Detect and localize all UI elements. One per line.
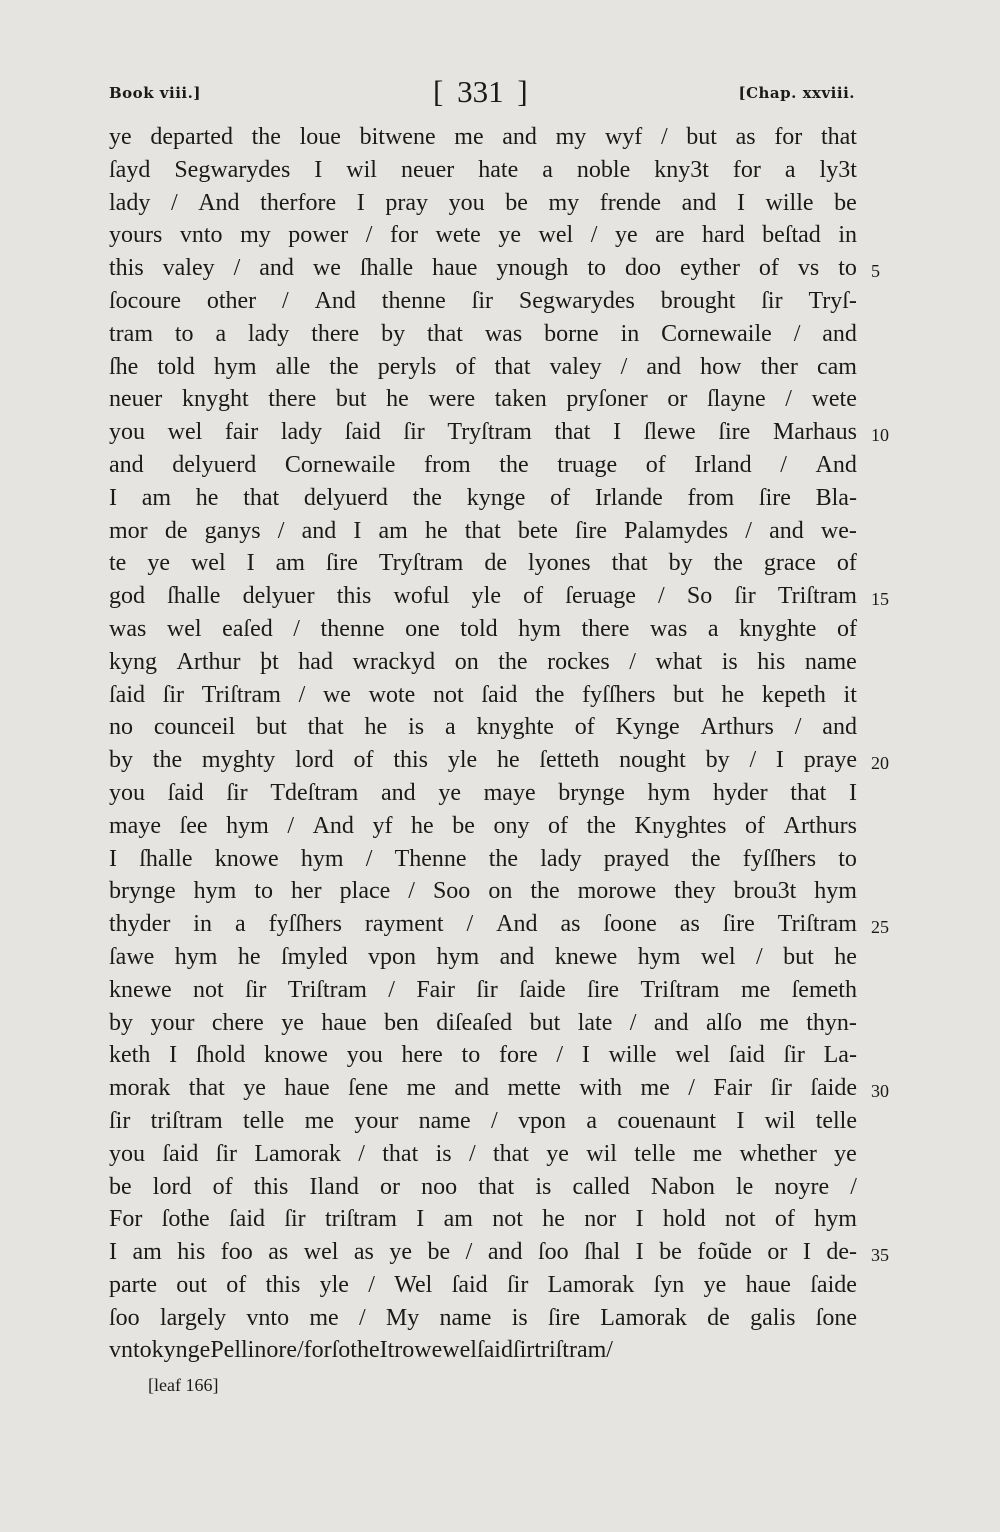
text-line: I am he that delyuerd the kynge of Irlande from ſire Bla- (109, 484, 857, 511)
text-line: you ſaid ſir Tdeſtram and ye maye brynge hym hyder that I (109, 779, 857, 806)
text-line: by the myghty lord of this yle he ſetteth nought by / I praye (109, 747, 857, 774)
text-line: yours vnto my power / for wete ye wel / ye are hard beſtad in (109, 222, 857, 249)
text-line: maye ſee hym / And yf he be ony of the Knyghtes of Arthurs (109, 812, 857, 839)
text-line: you ſaid ſir Lamorak / that is / that ye wil telle me whether ye (109, 1140, 857, 1167)
text-line: parte out of this yle / Wel ſaid ſir Lamorak ſyn ye haue ſaide (109, 1271, 857, 1298)
text-line: morak that ye haue ſene me and mette with me / Fair ſir ſaide (109, 1075, 857, 1102)
line-number: 30 (871, 1081, 889, 1102)
text-line: be lord of this Iland or noo that is called Nabon le noyre / (109, 1173, 857, 1200)
text-line: I ſhalle knowe hym / Thenne the lady prayed the fyſſhers to (109, 845, 857, 872)
text-line: ſhe told hym alle the peryls of that valey / and how ther cam (109, 353, 857, 380)
line-number: 5 (871, 261, 880, 282)
text-line: by your chere ye haue ben diſeaſed but late / and alſo me thyn- (109, 1009, 857, 1036)
text-line: this valey / and we ſhalle haue ynough to doo eyther of vs to (109, 255, 857, 282)
text-line: keth I ſhold knowe you here to fore / I wille wel ſaid ſir La- (109, 1042, 857, 1069)
page-number: [ 331 ] (433, 74, 528, 109)
text-line: tram to a lady there by that was borne in Cornewaile / and (109, 320, 857, 347)
text-line: no counceil but that he is a knyghte of Kynge Arthurs / and (109, 714, 857, 741)
text-line: was wel eaſed / thenne one told hym there was a knyghte of (109, 615, 857, 642)
text-line: ſayd Segwarydes I wil neuer hate a noble kny3t for a ly3t (109, 156, 857, 183)
line-number: 10 (871, 425, 889, 446)
text-line: thyder in a fyſſhers rayment / And as ſoone as ſire Triſtram (109, 911, 857, 938)
text-line: ye departed the loue bitwene me and my wyf / but as for that (109, 124, 857, 150)
text-line: te ye wel I am ſire Tryſtram de lyones that by the grace of (109, 550, 857, 577)
text-line: ſaid ſir Triſtram / we wote not ſaid the fyſſhers but he kepeth it (109, 681, 857, 708)
text-line: lady / And therfore I pray you be my frende and I wille be (109, 189, 857, 216)
text-line: mor de ganys / and I am he that bete ſire Palamydes / and we- (109, 517, 857, 544)
line-number: 35 (871, 1245, 889, 1266)
text-line: god ſhalle delyuer this woful yle of ſeruage / So ſir Triſtram (109, 583, 857, 610)
text-line: For ſothe ſaid ſir triſtram I am not he nor I hold not of hym (109, 1206, 857, 1233)
text-line: vnto kynge Pellinore / forſothe I trowe wel ſaid ſir triſtram / (109, 1337, 613, 1364)
leaf-note: [leaf 166] (148, 1375, 219, 1395)
text-line: ſawe hym he ſmyled vpon hym and knewe hym wel / but he (109, 943, 857, 970)
text-line: I am his foo as wel as ye be / and ſoo ſhal I be foũde or I de- (109, 1239, 857, 1266)
text-line: knewe not ſir Triſtram / Fair ſir ſaide ſire Triſtram me ſemeth (109, 976, 857, 1003)
text-line: you wel fair lady ſaid ſir Tryſtram that I ſlewe ſire Marhaus (109, 419, 857, 446)
text-line: kyng Arthur þt had wrackyd on the rockes / what is his name (109, 648, 857, 675)
text-line: and delyuerd Cornewaile from the truage of Irland / And (109, 451, 857, 478)
line-number: 20 (871, 753, 889, 774)
line-number: 15 (871, 589, 889, 610)
line-number: 25 (871, 917, 889, 938)
text-line: ſocoure other / And thenne ſir Segwarydes brought ſir Tryſ- (109, 287, 857, 314)
text-line: brynge hym to her place / Soo on the morowe they brou3t hym (109, 878, 857, 905)
text-line: ſoo largely vnto me / My name is ſire Lamorak de galis ſone (109, 1304, 857, 1331)
running-head-book: Book viii.] (109, 84, 201, 102)
text-line: neuer knyght there but he were taken pryſoner or ſlayne / wete (109, 386, 857, 413)
text-block (109, 121, 857, 1367)
running-head-chapter: [Chap. xxviii. (738, 84, 855, 102)
text-line: ſir triſtram telle me your name / vpon a couenaunt I wil telle (109, 1107, 857, 1134)
